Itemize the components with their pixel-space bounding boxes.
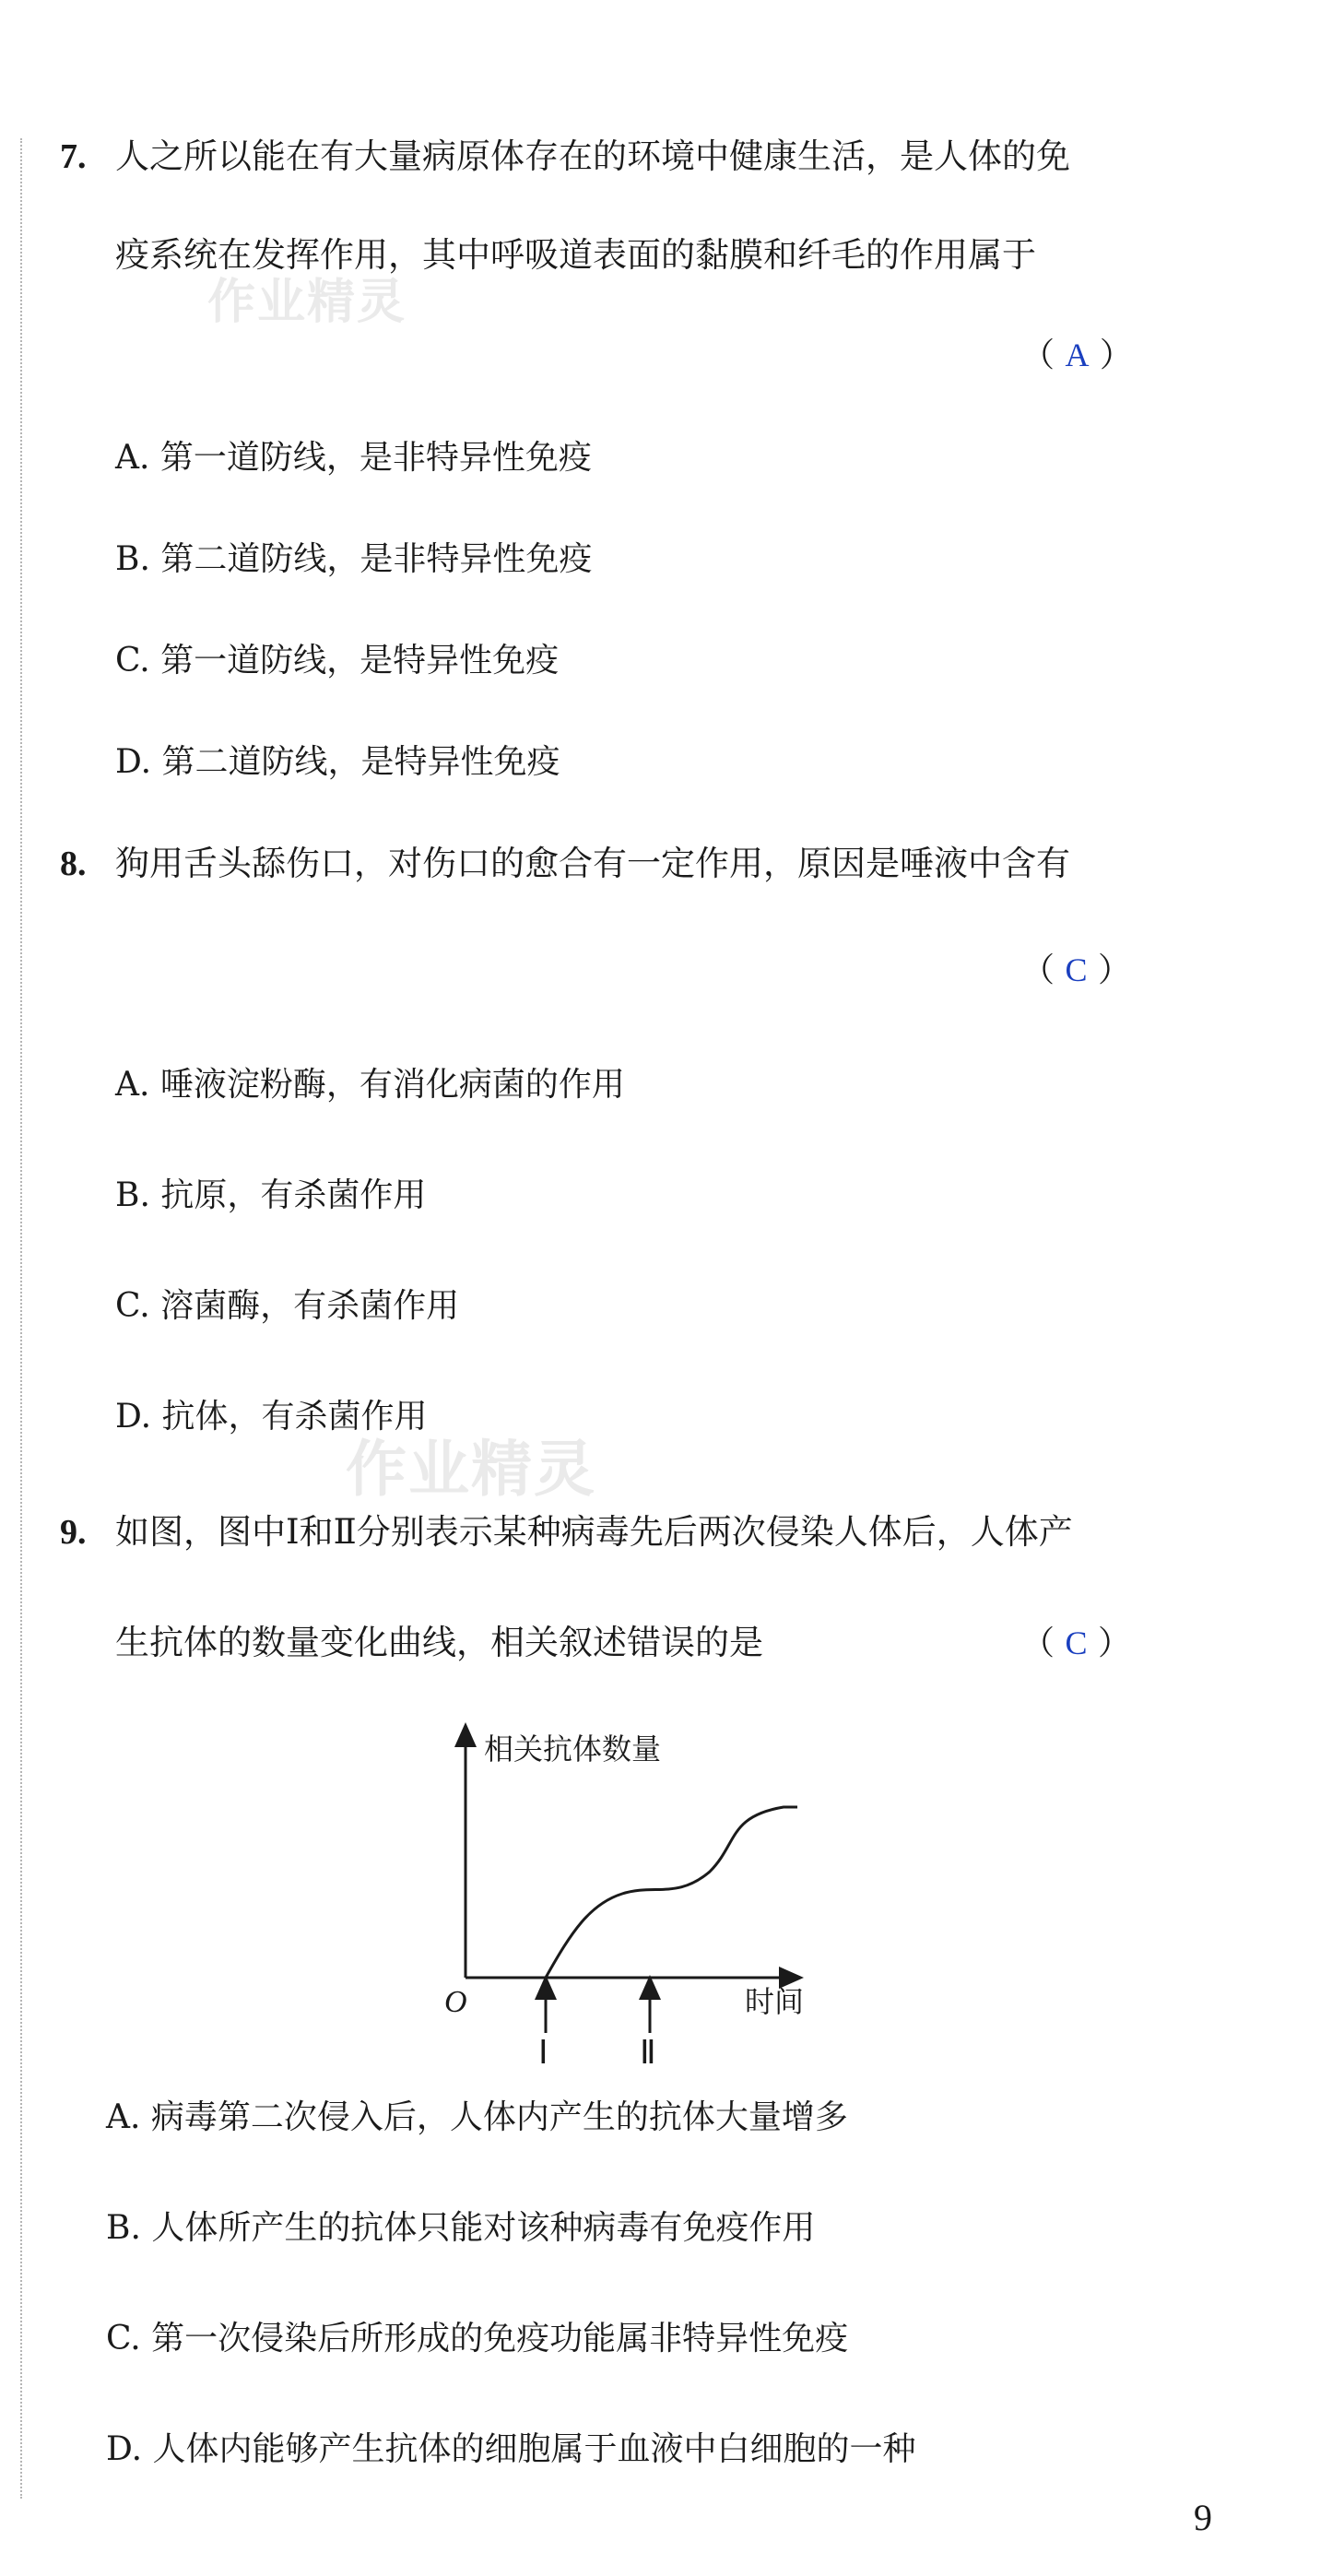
question-text: 人之所以能在有大量病原体存在的环境中健康生活，是人体的免: [115, 136, 1070, 176]
option-b[interactable]: B. 人体所产生的抗体只能对该种病毒有免疫作用: [106, 2209, 816, 2247]
bracket-close: ）: [1099, 337, 1133, 374]
option-a[interactable]: A. 病毒第二次侵入后，人体内产生的抗体大量增多: [106, 2098, 848, 2136]
option-d[interactable]: D. 第二道防线，是特异性免疫: [115, 743, 560, 781]
option-d[interactable]: D. 抗体，有杀菌作用: [115, 1398, 428, 1436]
question-text: 生抗体的数量变化曲线，相关叙述错误的是: [115, 1623, 763, 1662]
y-axis-label: 相关抗体数量: [484, 1731, 662, 1767]
option-b[interactable]: B. 抗原，有杀菌作用: [115, 1176, 427, 1214]
answer-letter: A: [1065, 337, 1090, 373]
page-number: 9: [1194, 2497, 1212, 2538]
answer-bracket: [1021, 335, 1133, 376]
question-number: 7.: [60, 137, 87, 176]
marker-2-label: Ⅱ: [640, 2034, 656, 2065]
origin-label: O: [444, 1985, 467, 2019]
answer-bracket: [1021, 950, 1131, 991]
antibody-curve: [546, 1807, 797, 1978]
antibody-curve-figure: [433, 1715, 839, 2065]
question-text: 如图，图中Ⅰ和Ⅱ分别表示某种病毒先后两次侵染人体后，人体产: [115, 1512, 1073, 1552]
bracket-open: （: [1021, 951, 1055, 989]
answer-letter: C: [1065, 951, 1088, 988]
bracket-open: （: [1021, 1625, 1055, 1662]
question-number: 9.: [60, 1513, 87, 1552]
answer-bracket: [1021, 1623, 1131, 1664]
option-a[interactable]: A. 第一道防线，是非特异性免疫: [115, 439, 592, 477]
watermark: 作业精灵: [207, 275, 407, 330]
question-text: 疫系统在发挥作用，其中呼吸道表面的黏膜和纤毛的作用属于: [115, 235, 1036, 275]
bracket-close: ）: [1097, 1625, 1131, 1662]
answer-letter: C: [1065, 1625, 1088, 1661]
watermark: 作业精灵: [346, 1434, 596, 1505]
question-number: 8.: [60, 845, 87, 883]
binding-margin-line: [20, 138, 22, 2499]
bracket-open: （: [1021, 337, 1055, 374]
option-c[interactable]: C. 第一道防线，是特异性免疫: [115, 642, 560, 679]
option-b[interactable]: B. 第二道防线，是非特异性免疫: [115, 540, 593, 578]
marker-1-label: Ⅰ: [538, 2034, 548, 2065]
option-c[interactable]: C. 第一次侵染后所形成的免疫功能属非特异性免疫: [106, 2320, 849, 2357]
question-text: 狗用舌头舔伤口，对伤口的愈合有一定作用，原因是唾液中含有: [115, 844, 1070, 883]
x-axis-label: 时间: [745, 1984, 805, 2019]
bracket-close: ）: [1097, 951, 1131, 989]
option-d[interactable]: D. 人体内能够产生抗体的细胞属于血液中白细胞的一种: [106, 2430, 916, 2468]
option-c[interactable]: C. 溶菌酶，有杀菌作用: [115, 1287, 460, 1325]
option-a[interactable]: A. 唾液淀粉酶，有消化病菌的作用: [115, 1066, 625, 1104]
